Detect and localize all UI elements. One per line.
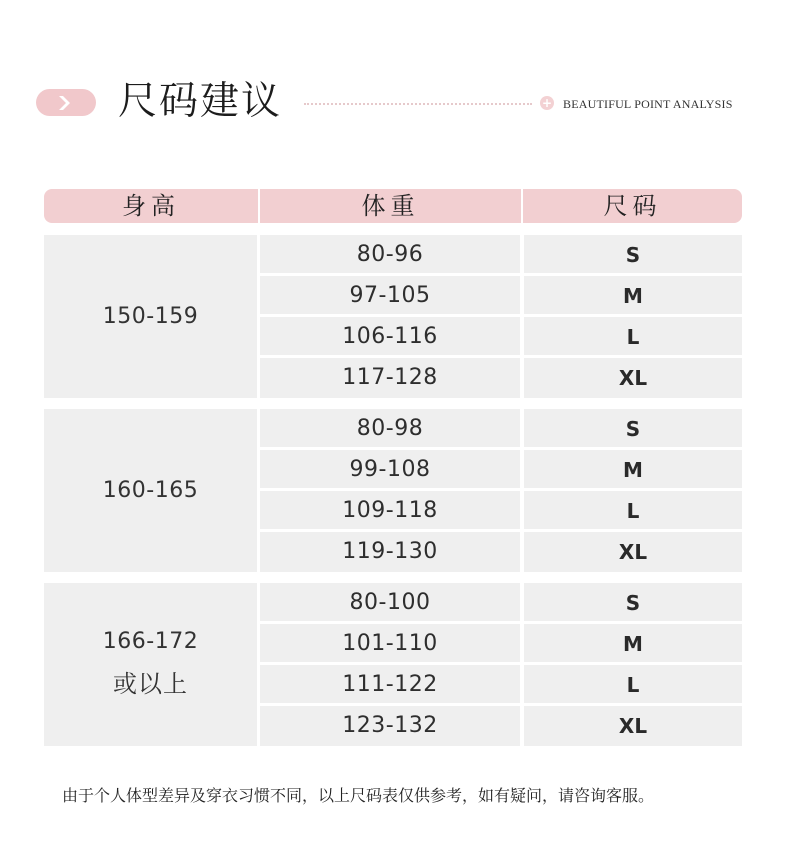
weight-cell: 97-105 — [260, 276, 520, 314]
table-row — [260, 409, 742, 447]
size-cell: L — [524, 665, 742, 703]
weight-cell: 101-110 — [260, 624, 520, 662]
weight-cell: 106-116 — [260, 317, 520, 355]
size-table-header — [44, 189, 742, 223]
dotted-divider — [304, 103, 532, 105]
column-header-weight: 体重 — [361, 192, 420, 220]
disclaimer-note: 由于个人体型差异及穿衣习惯不同，以上尺码表仅供参考，如有疑问，请咨询客服。 — [62, 786, 655, 805]
table-row — [260, 358, 742, 398]
table-row — [260, 276, 742, 314]
page-title: 尺码建议 — [118, 79, 283, 124]
height-cell — [44, 409, 257, 572]
page-header — [0, 0, 790, 150]
weight-cell: 80-96 — [260, 235, 520, 273]
size-cell: S — [524, 583, 742, 621]
table-row — [260, 491, 742, 529]
title-bullet — [36, 89, 96, 116]
height-cell — [44, 235, 257, 398]
weight-cell: 99-108 — [260, 450, 520, 488]
table-row — [260, 583, 742, 621]
table-row — [260, 706, 742, 746]
table-row — [260, 665, 742, 703]
size-cell: M — [524, 450, 742, 488]
table-row — [260, 624, 742, 662]
weight-cell: 123-132 — [260, 706, 520, 746]
height-note: 或以上 — [113, 669, 188, 698]
size-group — [44, 583, 742, 746]
size-cell: XL — [524, 532, 742, 572]
weight-cell: 80-100 — [260, 583, 520, 621]
table-row — [260, 317, 742, 355]
height-range: 166-172 — [102, 628, 199, 654]
size-cell: XL — [524, 358, 742, 398]
table-row — [260, 532, 742, 572]
chevron-right-icon — [57, 95, 75, 111]
size-cell: L — [524, 491, 742, 529]
table-row — [260, 235, 742, 273]
size-cell: M — [524, 624, 742, 662]
weight-cell: 119-130 — [260, 532, 520, 572]
size-group — [44, 235, 742, 398]
size-cell: S — [524, 235, 742, 273]
size-cell: S — [524, 409, 742, 447]
height-range: 160-165 — [102, 477, 199, 503]
size-cell: L — [524, 317, 742, 355]
height-range: 150-159 — [102, 303, 199, 329]
weight-cell: 109-118 — [260, 491, 520, 529]
column-header-height: 身高 — [122, 192, 180, 220]
size-cell: M — [524, 276, 742, 314]
column-header-size: 尺码 — [603, 192, 662, 220]
header-tagline: BEAUTIFUL POINT ANALYSIS — [563, 97, 733, 111]
weight-cell: 117-128 — [260, 358, 520, 398]
size-cell: XL — [524, 706, 742, 746]
height-cell — [44, 583, 257, 746]
size-group — [44, 409, 742, 572]
weight-cell: 80-98 — [260, 409, 520, 447]
table-row — [260, 450, 742, 488]
weight-cell: 111-122 — [260, 665, 520, 703]
plus-icon: + — [541, 96, 553, 110]
